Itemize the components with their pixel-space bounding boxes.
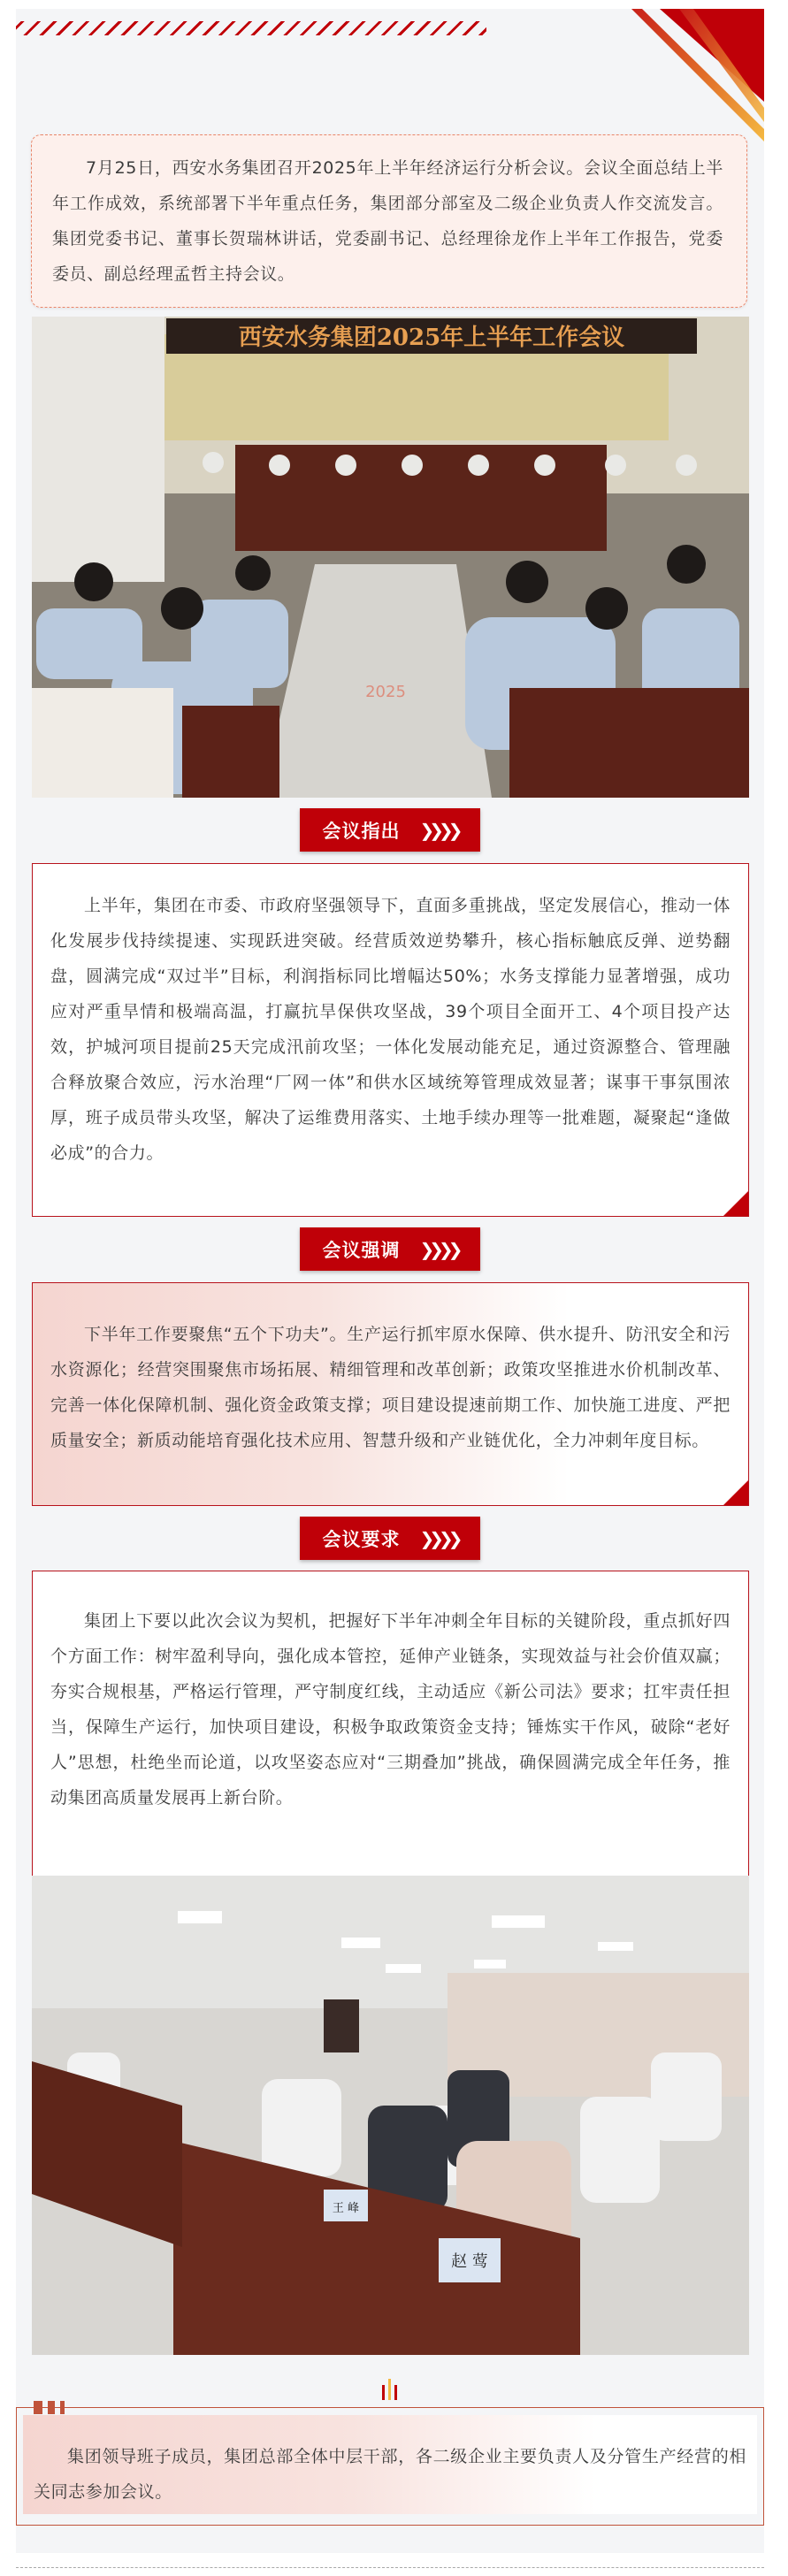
section-text: 集团上下要以此次会议为契机，把握好下半年冲刺全年目标的关键阶段，重点抓好四个方面工作：树牢盈利导向，强化成本管控，延伸产业链条，实现效益与社会价值双赢；夯实合规根基，严格运行管理，严守制度红线，主动适应《新公司法》要求；扛牢责任担当，保障生产运行，加快项目建设，积极争取政策资金支持；锤炼实干作风，破除“老好人”思想，杜绝坐而论道，以攻坚姿态应对“三期叠加”挑战，确保圆满完成全年任务，推动集团高质量发展再上新台阶。 bbox=[50, 1611, 731, 1808]
intro-box bbox=[31, 134, 747, 308]
corner-triangle-decoration bbox=[723, 1480, 748, 1505]
chevrons-right-icon: ❯❯❯❯ bbox=[419, 1238, 458, 1260]
chevrons-right-icon: ❯❯❯❯ bbox=[419, 1527, 458, 1549]
section-text: 上半年，集团在市委、市政府坚强领导下，直面多重挑战，坚定发展信心，推动一体化发展步伐持续提速、实现跃进突破。经营质效逆势攀升，核心指标触底反弹、逆势翻盘，圆满完成“双过半”目标，利润指标同比增幅达50%；水务支撑能力显著增强，成功应对严重旱情和极端高温，打赢抗旱保供攻坚战，39个项目全面开工、4个项目投产达效，护城河项目提前25天完成汛前攻坚；一体化发展动能充足，通过资源整合、管理融合释放聚合效应，污水治理“厂网一体”和供水区域统筹管理成效显著；谋事干事氛围浓厚，班子成员带头攻坚，解决了运维费用落实、土地手续办理等一批难题，凝聚起“逢做必成”的合力。 bbox=[50, 896, 731, 1163]
bottom-divider bbox=[16, 2567, 764, 2568]
attendees-text: 集团领导班子成员，集团总部全体中层干部，各二级企业主要负责人及分管生产经营的相关同志参加会议。 bbox=[34, 2447, 746, 2502]
article-panel bbox=[16, 9, 764, 2553]
corner-triangle-decoration bbox=[723, 1191, 748, 1216]
attendees-box-fill bbox=[23, 2415, 757, 2514]
header-stripes-decoration bbox=[16, 21, 486, 35]
section-label-requirements bbox=[300, 1517, 480, 1560]
section-label-text: 会议要求 bbox=[322, 1528, 401, 1550]
intro-text: 7月25日，西安水务集团召开2025年上半年经济运行分析会议。会议全面总结上半年工作成效，系统部署下半年重点任务，集团部分部室及二级企业负责人作交流发言。集团党委书记、董事长贺瑞林讲话，党委副书记、总经理徐龙作上半年工作报告，党委委员、副总经理孟哲主持会议。 bbox=[52, 158, 723, 284]
attendees-box bbox=[16, 2407, 764, 2526]
section-text: 下半年工作要聚焦“五个下功夫”。生产运行抓牢原水保障、供水提升、防汛安全和污水资源化；经营突围聚焦市场拓展、精细管理和改革创新；政策攻坚推进水价机制改革、完善一体化保障机制、强化资金政策支撑；项目建设提速前期工作、加快施工进度、严把质量安全；新质动能培育强化技术应用、智慧升级和产业链优化，全力冲刺年度目标。 bbox=[50, 1325, 731, 1450]
section-label-text: 会议强调 bbox=[322, 1239, 401, 1261]
name-plate-text: 王 峰 bbox=[332, 2202, 360, 2215]
banner-text: 西安水务集团2025年上半年工作会议 bbox=[238, 325, 625, 351]
section-box-pointed-out bbox=[32, 863, 749, 1217]
section-label-text: 会议指出 bbox=[322, 820, 401, 842]
chevrons-right-icon: ❯❯❯❯ bbox=[419, 819, 458, 841]
section-label-pointed-out bbox=[300, 808, 480, 852]
meeting-photo-2 bbox=[32, 1876, 749, 2355]
attendees-image bbox=[32, 1876, 749, 2355]
section-box-emphasized bbox=[32, 1282, 749, 1506]
meeting-hall-image bbox=[32, 317, 749, 798]
section-label-emphasized bbox=[300, 1227, 480, 1271]
floor-projection-text: 2025 bbox=[365, 683, 406, 701]
section-box-requirements bbox=[32, 1571, 749, 1883]
meeting-photo-1 bbox=[32, 317, 749, 798]
corner-ribbon-decoration bbox=[605, 9, 764, 150]
name-plate-text: 赵 莺 bbox=[451, 2252, 488, 2271]
